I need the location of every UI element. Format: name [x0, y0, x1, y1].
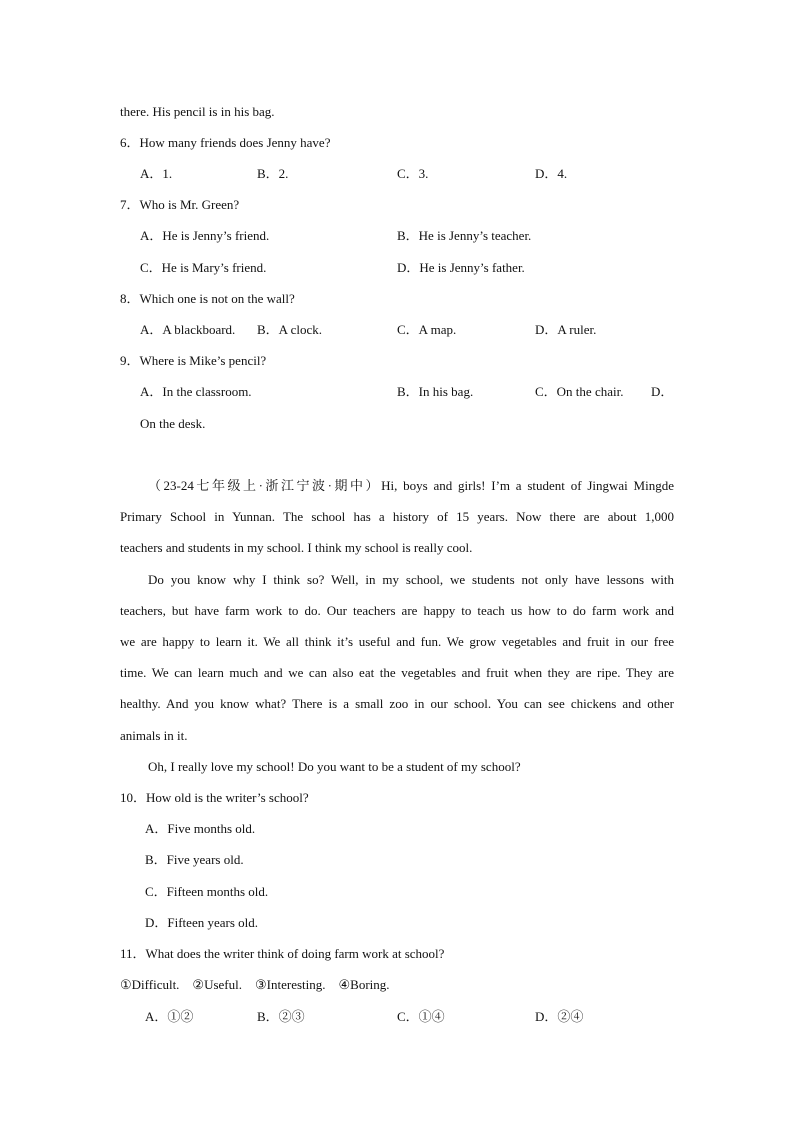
q11-choices: ①Difficult. ②Useful. ③Interesting. ④Boring.	[120, 977, 390, 992]
passage-p2-line2: teachers, but have farm work to do. Our teachers are happy to teach us how to do farm work and	[120, 603, 674, 618]
q9-option-d-label: D．	[651, 384, 674, 399]
passage-p3-line1: Oh, I really love my school! Do you want to be a student of my school?	[148, 759, 521, 774]
q11-stem: 11．What does the writer think of doing farm work at school?	[120, 946, 445, 961]
q8-option-b: B．A clock.	[257, 322, 322, 337]
q7-stem: 7．Who is Mr. Green?	[120, 197, 240, 212]
q10-stem: 10．How old is the writer’s school?	[120, 790, 309, 805]
q8-option-a: A．A blackboard.	[140, 322, 236, 337]
q7-option-a: A．He is Jenny’s friend.	[140, 228, 270, 243]
passage-p2-line5: healthy. And you know what? There is a small zoo in our school. You can see chickens and other	[120, 696, 674, 711]
q7-option-c: C．He is Mary’s friend.	[140, 260, 267, 275]
q6-option-c: C．3.	[397, 166, 429, 181]
q9-option-c: C．On the chair.	[535, 384, 624, 399]
q9-option-a: A．In the classroom.	[140, 384, 252, 399]
q11-option-b: B．②③	[257, 1009, 305, 1024]
q9-option-b: B．In his bag.	[397, 384, 474, 399]
q10-option-c: C．Fifteen months old.	[145, 884, 269, 899]
q7-option-b: B．He is Jenny’s teacher.	[397, 228, 532, 243]
q7-option-d: D．He is Jenny’s father.	[397, 260, 525, 275]
intro-line: there. His pencil is in his bag.	[120, 104, 275, 119]
passage-p2-line4: time. We can learn much and we can also eat the vegetables and fruit when they are ripe. They are	[120, 665, 674, 680]
passage-p1-line3: teachers and students in my school. I think my school is really cool.	[120, 540, 473, 555]
passage-p2-line6: animals in it.	[120, 728, 188, 743]
q10-option-b: B．Five years old.	[145, 852, 244, 867]
q6-option-b: B．2.	[257, 166, 289, 181]
q10-option-a: A．Five months old.	[145, 821, 256, 836]
q6-option-a: A．1.	[140, 166, 173, 181]
q11-option-d: D．②④	[535, 1009, 584, 1024]
q11-option-c: C．①④	[397, 1009, 445, 1024]
passage-p1-line1: （23-24七年级上·浙江宁波·期中）Hi, boys and girls! I’m a student of Jingwai Mingde	[148, 478, 674, 493]
q11-option-a: A．①②	[145, 1009, 194, 1024]
q8-option-c: C．A map.	[397, 322, 457, 337]
q8-option-d: D．A ruler.	[535, 322, 597, 337]
q6-option-d: D．4.	[535, 166, 568, 181]
q8-stem: 8．Which one is not on the wall?	[120, 291, 295, 306]
passage-p1-line2: Primary School in Yunnan. The school has a history of 15 years. Now there are about 1,000	[120, 509, 674, 524]
q10-option-d: D．Fifteen years old.	[145, 915, 259, 930]
q6-stem: 6．How many friends does Jenny have?	[120, 135, 331, 150]
q9-option-d-text: On the desk.	[140, 416, 206, 431]
q9-stem: 9．Where is Mike’s pencil?	[120, 353, 267, 368]
passage-p2-line3: we are happy to learn it. We all think it’s useful and fun. We grow vegetables and fruit in our free	[120, 634, 674, 649]
passage-p2-line1: Do you know why I think so? Well, in my school, we students not only have lessons with	[148, 572, 674, 587]
